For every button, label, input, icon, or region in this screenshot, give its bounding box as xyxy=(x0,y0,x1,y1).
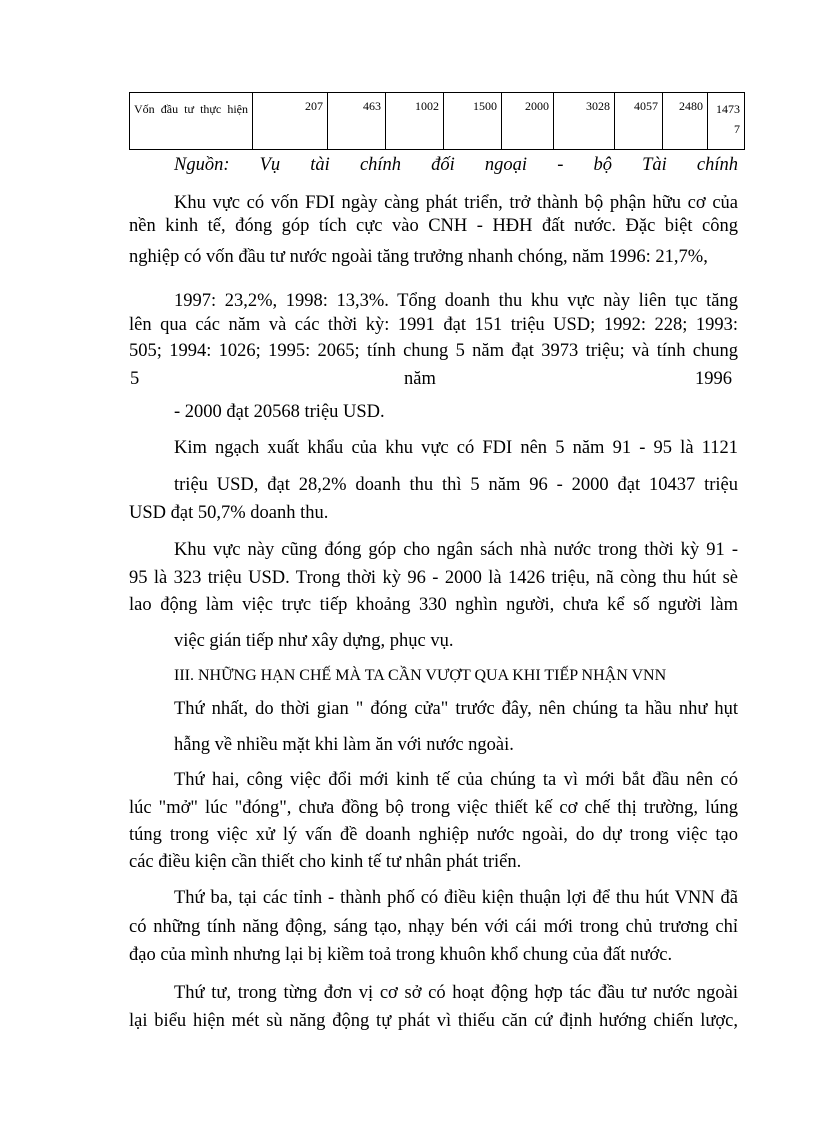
paragraph-line: việc gián tiếp như xây dựng, phục vụ. xyxy=(174,631,454,651)
paragraph-line: Thứ hai, công việc đổi mới kinh tế của chúng ta vì mới bắt đầu nên có xyxy=(174,770,738,790)
row-label: Vốn đầu tư thực hiện xyxy=(130,93,253,150)
paragraph-line: Thứ ba, tại các tỉnh - thành phố có điều kiện thuận lợi để thu hút VNN đã xyxy=(174,888,738,908)
paragraph-line: 1997: 23,2%, 1998: 13,3%. Tổng doanh thu khu vực này liên tục tăng xyxy=(174,291,738,311)
paragraph-line: lao động làm việc trực tiếp khoảng 330 nghìn người, chưa kể số người làm xyxy=(129,595,738,615)
investment-table xyxy=(129,92,745,150)
table-cell: 1002 xyxy=(386,93,444,150)
table-cell: 1473 7 xyxy=(708,93,745,150)
paragraph-line: - 2000 đạt 20568 triệu USD. xyxy=(174,402,385,422)
paragraph-line: túng trong việc xử lý vấn đề doanh nghiệp nước ngoài, do dự trong việc tạo xyxy=(129,825,738,845)
source-note: Nguồn: Vụ tài chính đối ngoại - bộ Tài chính xyxy=(174,155,738,175)
paragraph-line: lại biểu hiện mét sù năng động tự phát vì thiếu căn cứ định hướng chiến lược, xyxy=(129,1011,738,1031)
paragraph-line: có những tính năng động, sáng tạo, nhạy bén với cái mới trong chủ trương chỉ xyxy=(129,917,738,937)
paragraph-line: hẫng về nhiều mặt khi làm ăn với nước ngoài. xyxy=(174,735,514,755)
paragraph-line: 1996 xyxy=(695,369,732,389)
paragraph-line: lên qua các năm và các thời kỳ: 1991 đạt 151 triệu USD; 1992: 228; 1993: xyxy=(129,315,738,335)
table-cell: 1500 xyxy=(444,93,502,150)
table-cell: 3028 xyxy=(554,93,615,150)
paragraph-line: nghiệp có vốn đầu tư nước ngoài tăng trưởng nhanh chóng, năm 1996: 21,7%, xyxy=(129,247,708,267)
paragraph-line: 5 xyxy=(130,369,140,389)
paragraph-line: Khu vực này cũng đóng góp cho ngân sách nhà nước trong thời kỳ 91 - xyxy=(174,540,738,560)
paragraph-line: Khu vực có vốn FDI ngày càng phát triển, trở thành bộ phận hữu cơ của xyxy=(174,193,738,213)
table-cell: 207 xyxy=(253,93,328,150)
paragraph-line: Thứ nhất, do thời gian " đóng cửa" trước đây, nên chúng ta hầu như hụt xyxy=(174,699,738,719)
paragraph-line: Kim ngạch xuất khẩu của khu vực có FDI nên 5 năm 91 - 95 là 1121 xyxy=(174,438,738,458)
paragraph-line: đạo của mình nhưng lại bị kiềm toả trong khuôn khổ chung của đất nước. xyxy=(129,945,673,965)
paragraph-line: Thứ tư, trong từng đơn vị cơ sở có hoạt động hợp tác đầu tư nước ngoài xyxy=(174,983,738,1003)
paragraph-line: nền kinh tế, đóng góp tích cực vào CNH - HĐH đất nước. Đặc biệt công xyxy=(129,216,738,236)
paragraph-line: các điều kiện cần thiết cho kinh tế tư nhân phát triển. xyxy=(129,852,522,872)
paragraph-line: 505; 1994: 1026; 1995: 2065; tính chung 5 năm đạt 3973 triệu; và tính chung xyxy=(129,341,738,361)
table-cell: 2000 xyxy=(502,93,554,150)
paragraph-line: triệu USD, đạt 28,2% doanh thu thì 5 năm 96 - 2000 đạt 10437 triệu xyxy=(174,475,738,495)
paragraph-line: USD đạt 50,7% doanh thu. xyxy=(129,503,329,523)
paragraph-line: năm xyxy=(404,369,436,389)
table-cell: 463 xyxy=(328,93,386,150)
table-cell: 2480 xyxy=(663,93,708,150)
paragraph-line: 95 là 323 triệu USD. Trong thời kỳ 96 - 2000 là 1426 triệu, nã còng thu hút sè xyxy=(129,568,738,588)
table-cell: 4057 xyxy=(615,93,663,150)
section-heading: III. NHỮNG HẠN CHẾ MÀ TA CẦN VƯỢT QUA KHI TIẾP NHẬN VNN xyxy=(174,667,667,684)
paragraph-line: lúc "mở" lúc "đóng", chưa đồng bộ trong việc thiết kế cơ chế thị trường, lúng xyxy=(129,798,738,818)
table-row xyxy=(130,93,745,150)
